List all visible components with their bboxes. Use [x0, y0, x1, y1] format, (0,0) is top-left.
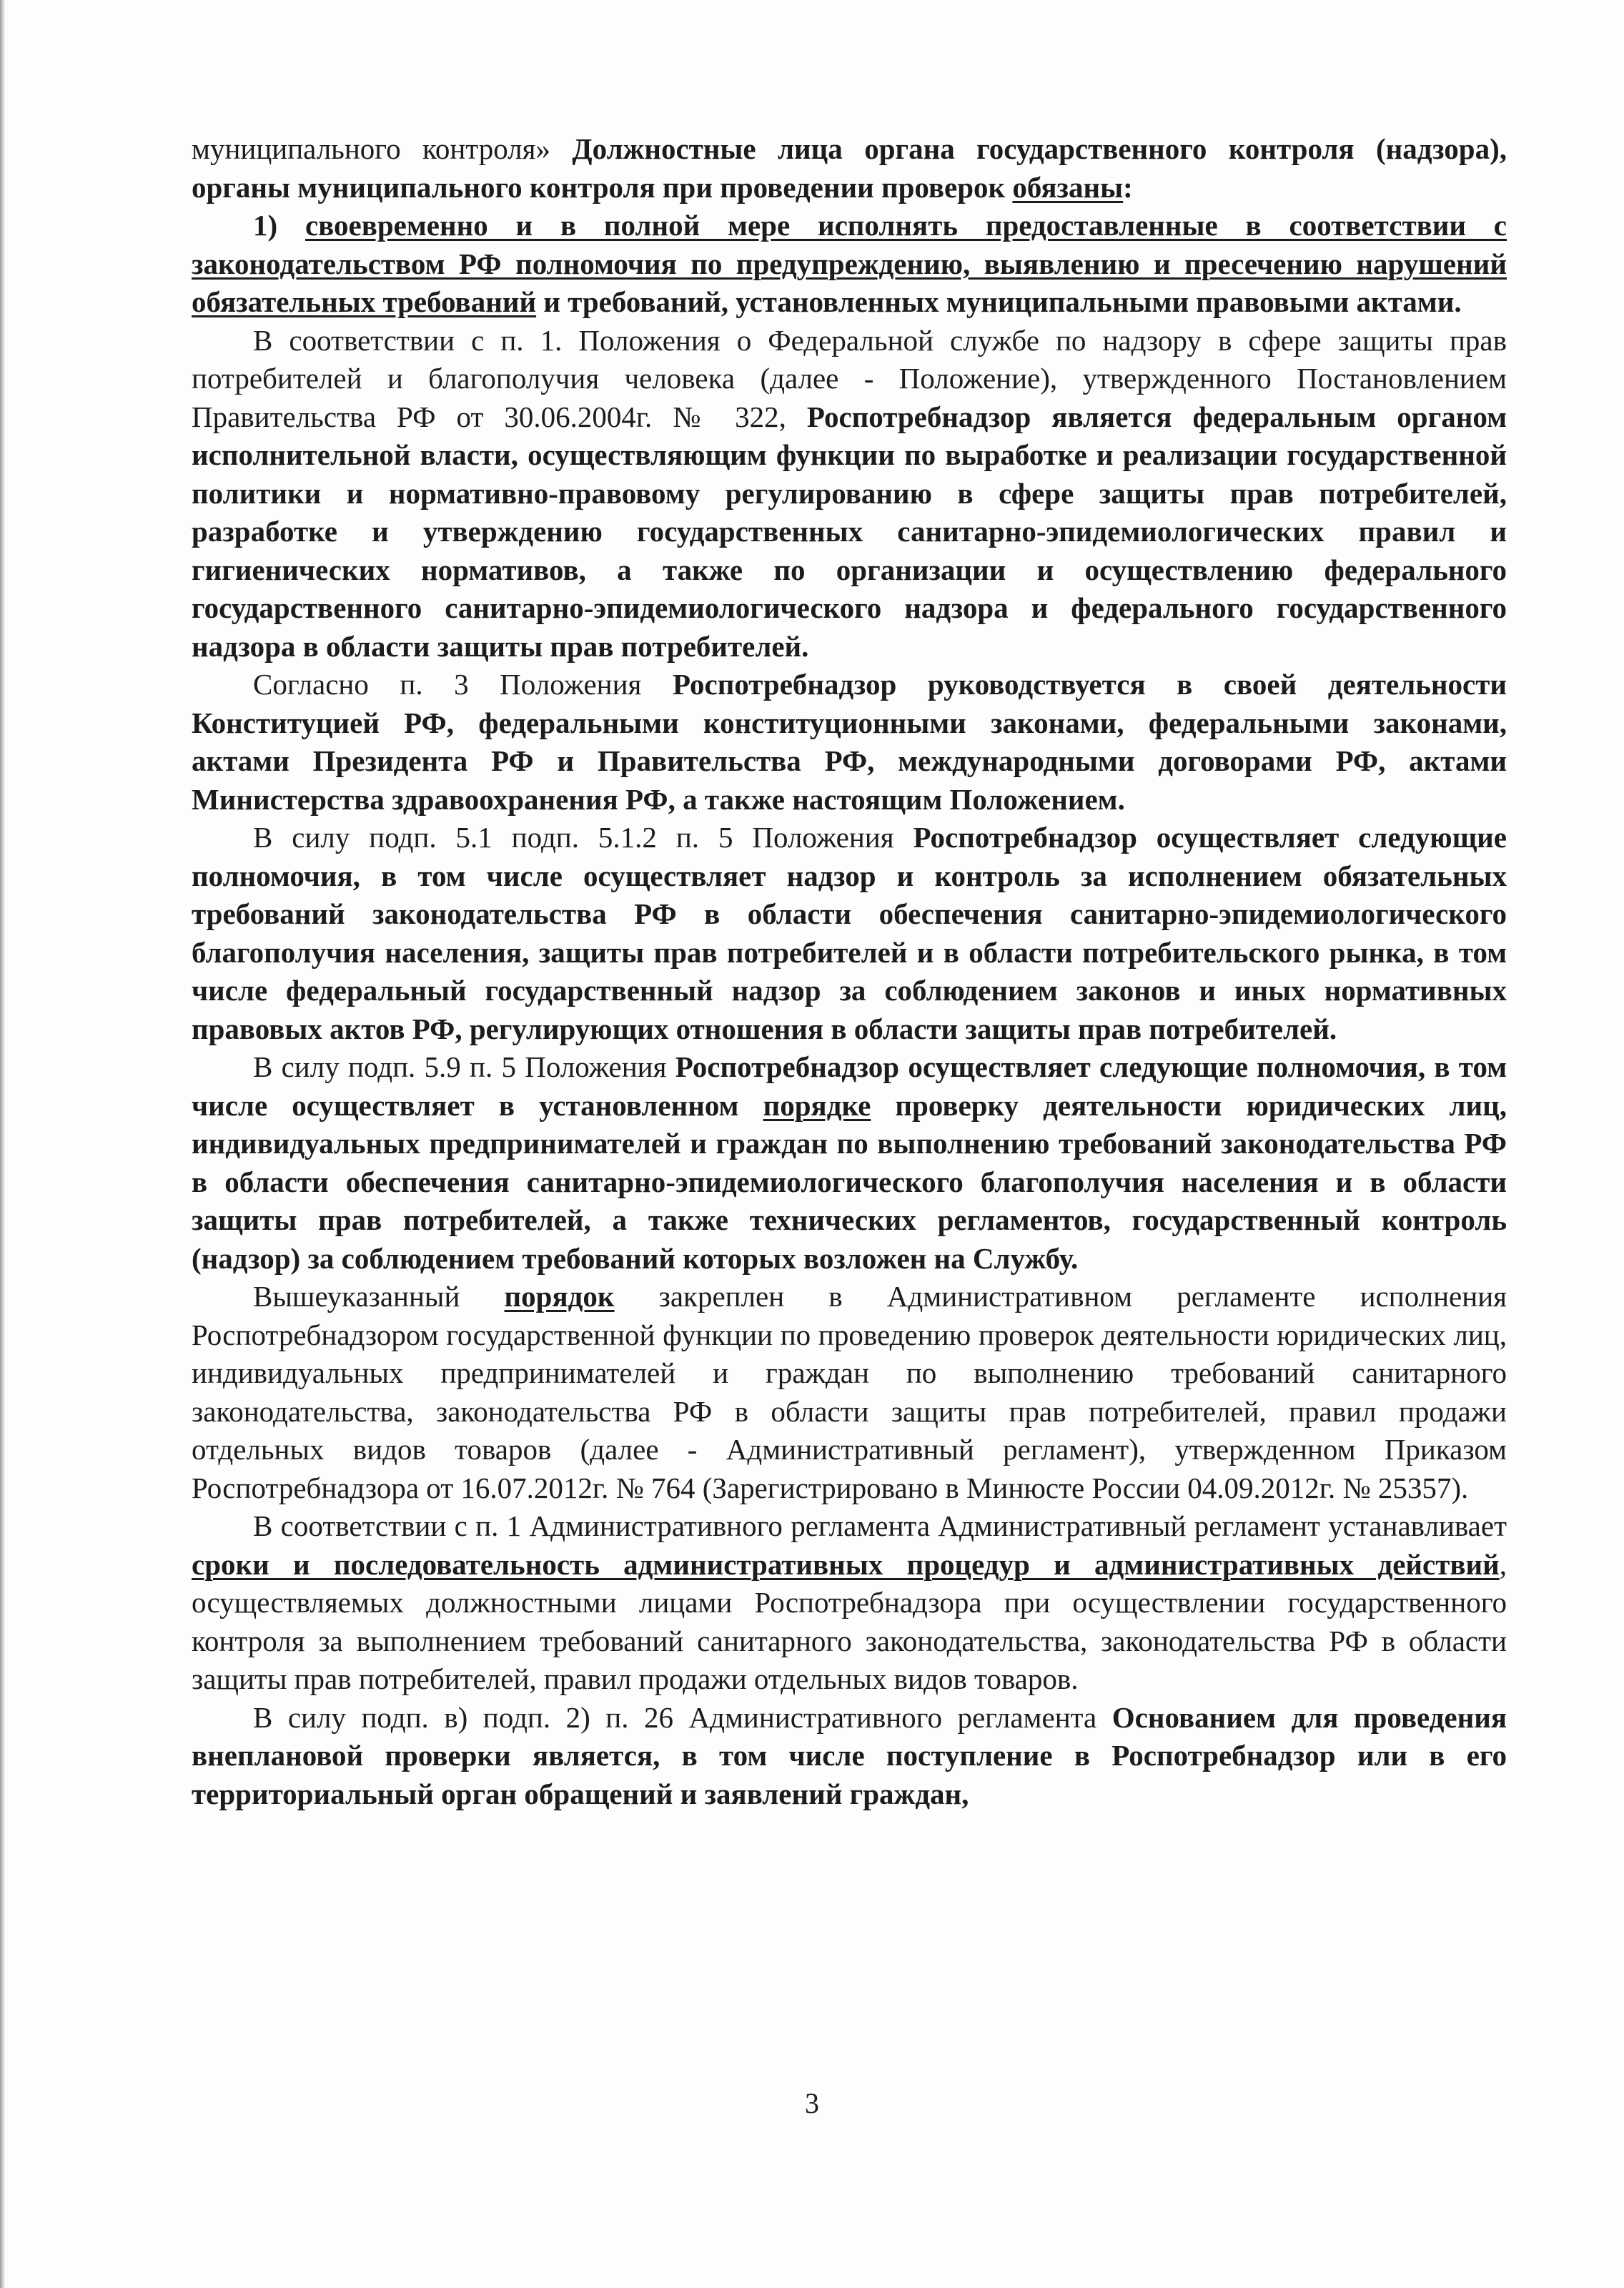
document-body: [192, 130, 1507, 1813]
text-run: В соответствии с п. 1. Положения о Федеральной службе по надзору в сфере защиты прав потребителей и благополучия человека (далее - Положение), утвержденного Постановлением Правительства РФ от 30.06.2004г. № 322,: [192, 323, 1507, 433]
text-run: муниципального контроля»: [192, 132, 573, 165]
bold-text: Основанием для проведения внеплановой проверки является, в том числе поступление в Роспотребнадзор или в его территориальный орган обращений и заявлений граждан,: [192, 1700, 1507, 1810]
underlined-text: порядке: [763, 1088, 871, 1122]
paragraph: [192, 207, 1507, 322]
scan-edge: [0, 0, 6, 2288]
underlined-text: порядок: [504, 1280, 615, 1313]
bold-text: Роспотребнадзор осуществляет следующие полномочия, в том числе осуществляет в установленном: [192, 1050, 1507, 1122]
paragraph: [192, 130, 1507, 207]
paragraph: [192, 322, 1507, 666]
paragraph: [192, 1699, 1507, 1814]
text-run: Вышеуказанный: [253, 1280, 505, 1313]
text-run: закреплен в Административном регламенте исполнения Роспотребнадзором государственной функции по проведению проверок деятельности юридических лиц, индивидуальных предпринимателей и граждан по выполнению требований санитарного законодательства, законодательства РФ в области защиты прав потребителей, правил продажи отдельных видов товаров (далее - Административный регламент), утвержденном Приказом Роспотребнадзора от 16.07.2012г. № 764 (Зарегистрировано в Минюсте России 04.09.2012г. № 25357).: [192, 1280, 1507, 1504]
paragraph: [192, 1507, 1507, 1699]
text-run: В силу подп. в) подп. 2) п. 26 Административного регламента: [253, 1700, 1112, 1734]
text-run: Согласно п. 3 Положения: [253, 668, 673, 701]
bold-text: и требований, установленных муниципальными правовыми актами.: [536, 285, 1462, 318]
underlined-text: своевременно и в полной мере исполнять предоставленные в соответствии с законодательством РФ полномочия по предупреждению, выявлению и пресечению нарушений обязательных требований: [192, 209, 1507, 318]
bold-text: :: [1123, 170, 1133, 204]
underlined-text: сроки и последовательность административных процедур и административных действий: [192, 1547, 1500, 1581]
bold-text: Роспотребнадзор осуществляет следующие полномочия, в том числе осуществляет надзор и контроль за исполнением обязательных требований законодательства РФ в области обеспечения санитарно-эпидемиологического благополучия населения, защиты прав потребителей и в области потребительского рынка, в том числе федеральный государственный надзор за соблюдением законов и иных нормативных правовых актов РФ, регулирующих отношения в области защиты прав потребителей.: [192, 821, 1507, 1045]
text-run: , осуществляемых должностными лицами Роспотребнадзора при осуществлении государственного контроля за выполнением требований санитарного законодательства, законодательства РФ в области защиты прав потребителей, правил продажи отдельных видов товаров.: [192, 1547, 1507, 1695]
paragraph: [192, 1278, 1507, 1507]
paragraph: [192, 819, 1507, 1048]
bold-text: 1): [253, 209, 305, 242]
bold-text: Роспотребнадзор руководствуется в своей деятельности Конституцией РФ, федеральными конституционными законами, федеральными законами, актами Президента РФ и Правительства РФ, международными договорами РФ, актами Министерства здравоохранения РФ, а также настоящим Положением.: [192, 668, 1507, 816]
paragraph: [192, 666, 1507, 819]
underlined-text: обязаны: [1012, 170, 1124, 204]
text-run: В силу подп. 5.1 подп. 5.1.2 п. 5 Положения: [253, 821, 914, 854]
text-run: В соответствии с п. 1 Административного регламента Административный регламент устанавливает: [253, 1509, 1507, 1542]
bold-text: проверку деятельности юридических лиц, индивидуальных предпринимателей и граждан по выполнению требований законодательства РФ в области обеспечения санитарно-эпидемиологического благополучия населения и в области защиты прав потребителей, а также технических регламентов, государственный контроль (надзор) за соблюдением требований которых возложен на Службу.: [192, 1088, 1507, 1275]
text-run: В силу подп. 5.9 п. 5 Положения: [253, 1050, 675, 1083]
paragraph: [192, 1048, 1507, 1278]
bold-text: Должностные лица органа государственного контроля (надзора), органы муниципального контроля при проведении проверок: [192, 132, 1507, 204]
bold-text: Роспотребнадзор является федеральным органом исполнительной власти, осуществляющим функции по выработке и реализации государственной политики и нормативно-правовому регулированию в сфере защиты прав потребителей, разработке и утверждению государственных санитарно-эпидемиологических правил и гигиенических нормативов, а также по организации и осуществлению федерального государственного санитарно-эпидемиологического надзора и федерального государственного надзора в области защиты прав потребителей.: [192, 400, 1507, 663]
page-number: 3: [805, 2087, 819, 2119]
